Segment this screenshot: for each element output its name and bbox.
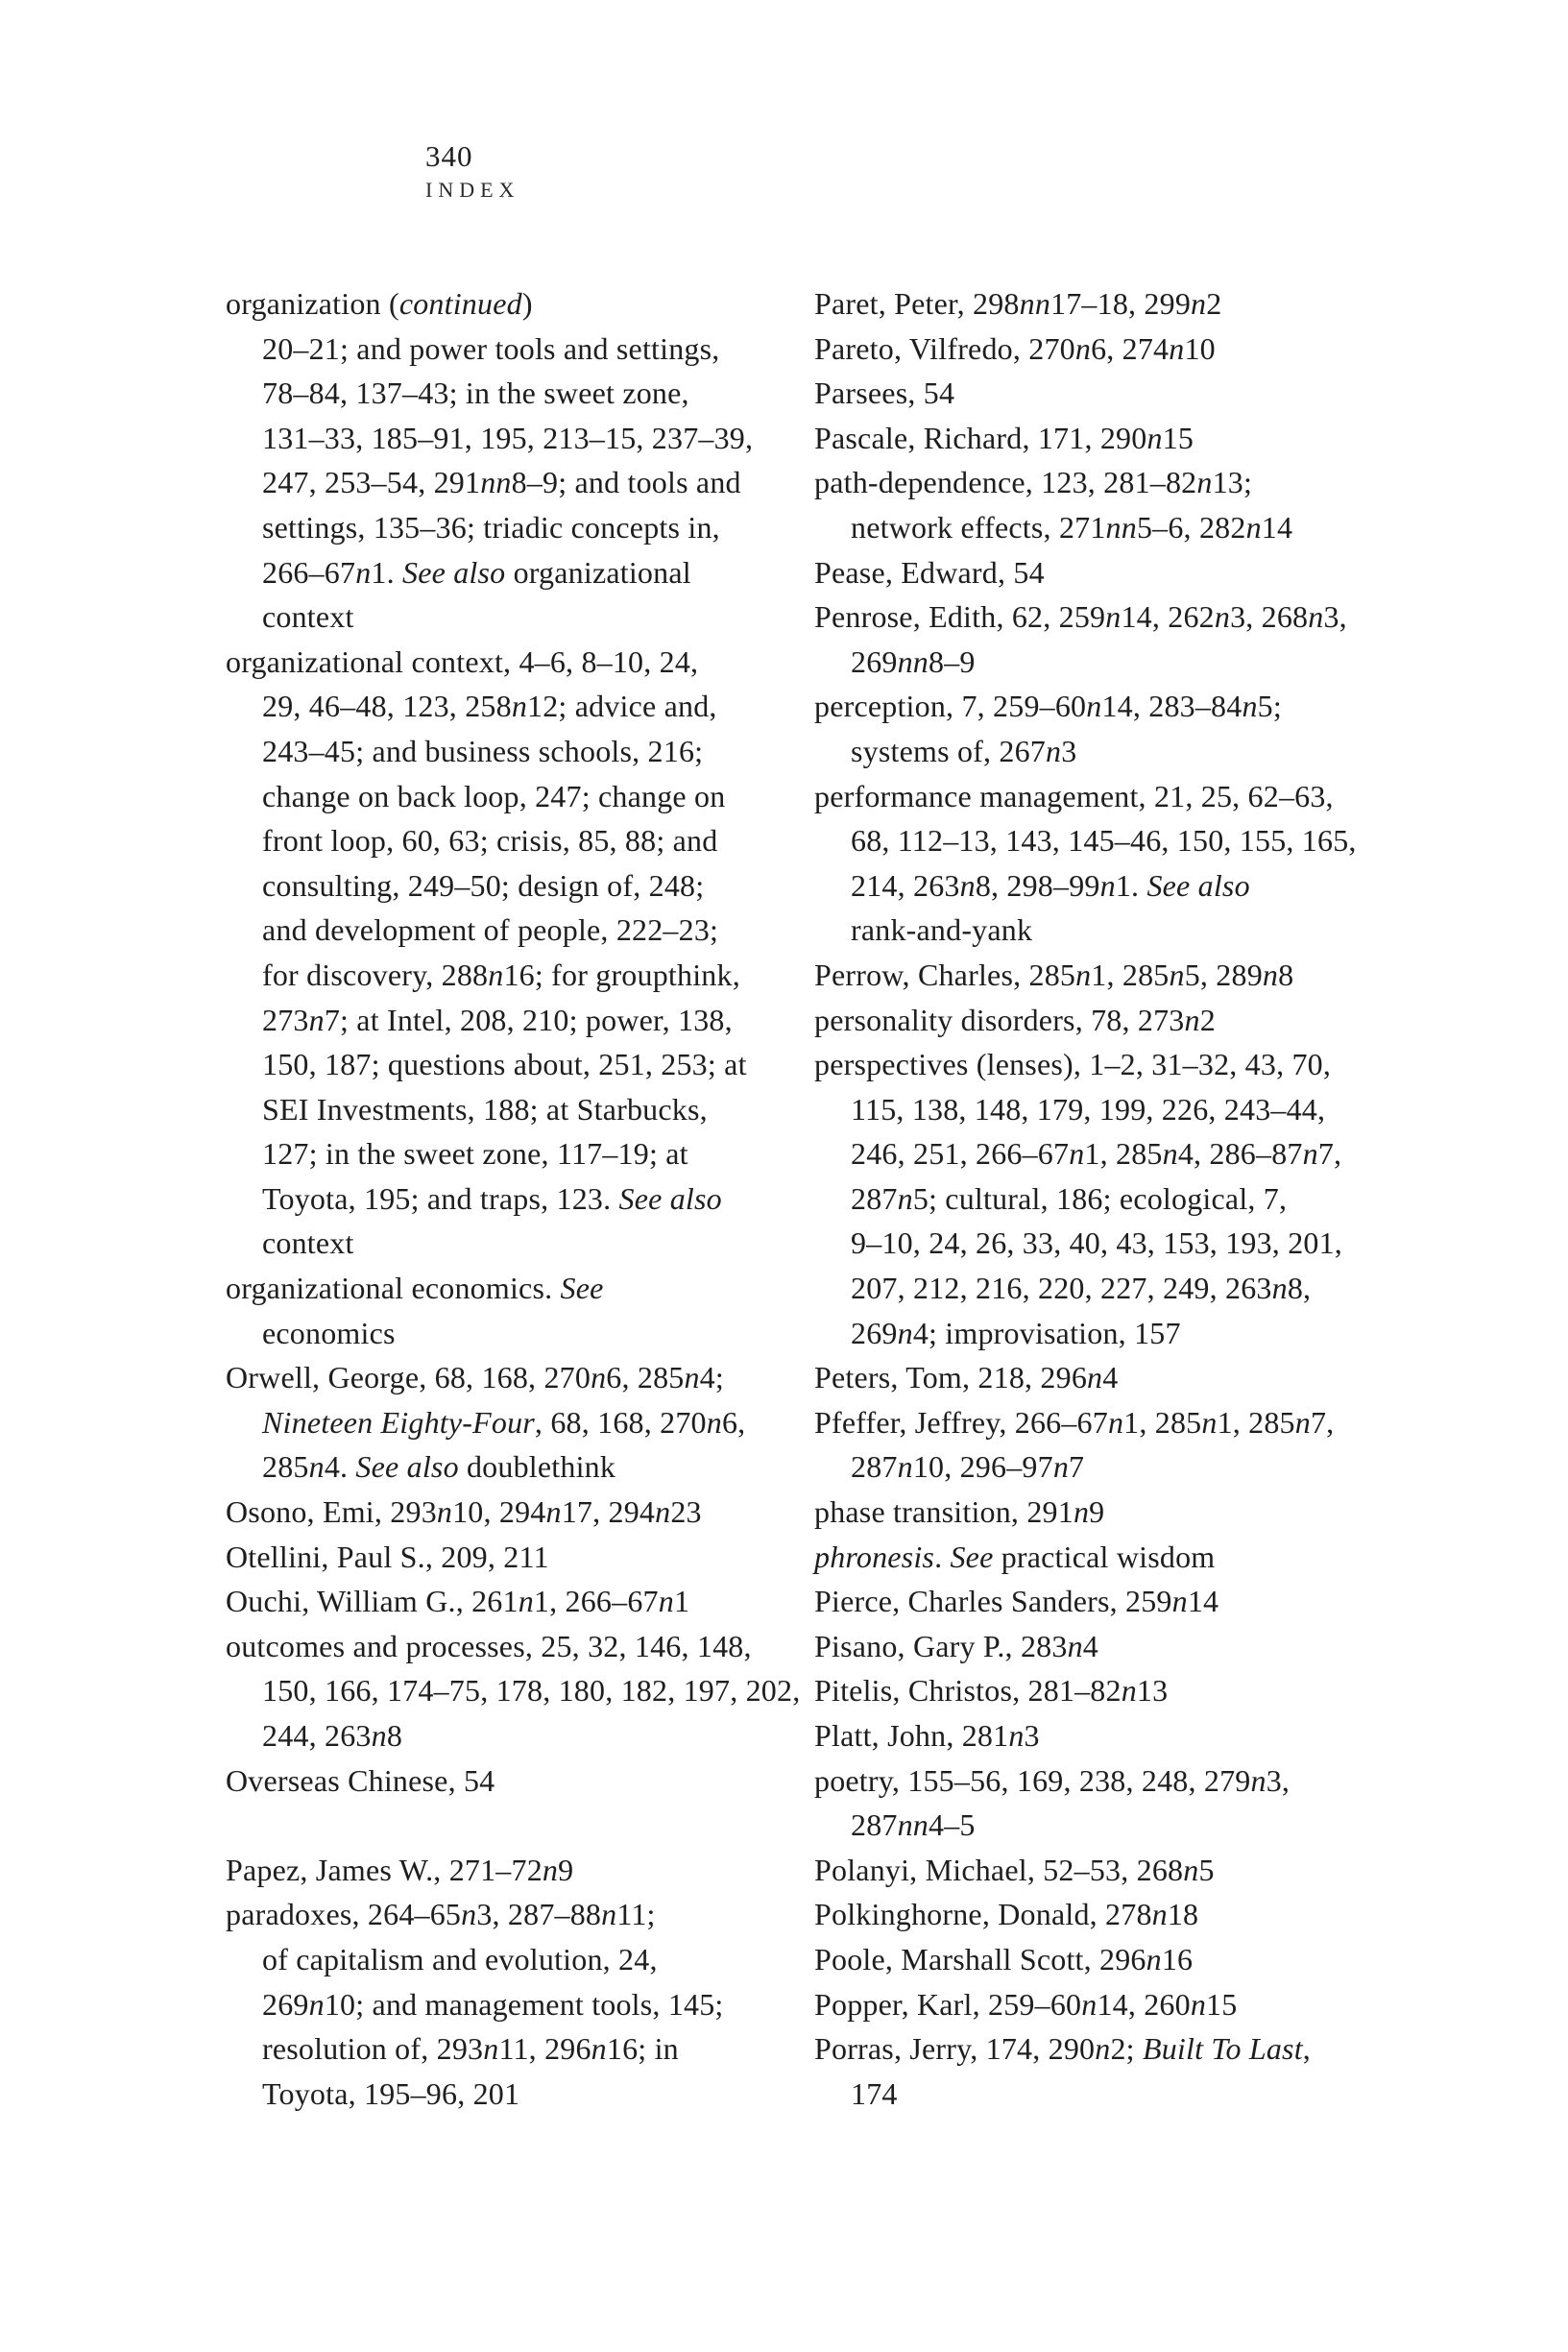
index-entry-line: Platt, John, 281n3 <box>814 1718 1040 1753</box>
index-entry-line: and development of people, 222–23; <box>262 912 719 948</box>
running-head-title: INDEX <box>425 178 520 203</box>
index-entry-line: 115, 138, 148, 179, 199, 226, 243–44, <box>851 1091 1326 1127</box>
index-column-right <box>814 281 1376 2116</box>
index-entry-line: SEI Investments, 188; at Starbucks, <box>262 1091 708 1127</box>
index-entry-line: Popper, Karl, 259–60n14, 260n15 <box>814 1986 1238 2022</box>
index-entry-line: 29, 46–48, 123, 258n12; advice and, <box>262 689 717 724</box>
index-entry-line: 174 <box>851 2075 898 2111</box>
page-number: 340 <box>425 139 473 173</box>
index-entry-line: 244, 263n8 <box>262 1718 403 1753</box>
index-entry-line: 287nn4–5 <box>851 1807 976 1843</box>
index-entry-line: systems of, 267n3 <box>851 733 1077 768</box>
index-entry-line: Pfeffer, Jeffrey, 266–67n1, 285n1, 285n7, <box>814 1404 1335 1440</box>
index-entry-line: path-dependence, 123, 281–82n13; <box>814 465 1253 500</box>
index-entry-line: resolution of, 293n11, 296n16; in <box>262 2031 679 2067</box>
index-entry-line: 269nn8–9 <box>851 643 976 679</box>
index-entry-line: Porras, Jerry, 174, 290n2; Built To Last, <box>814 2031 1311 2067</box>
index-entry-line: consulting, 249–50; design of, 248; <box>262 867 705 903</box>
index-entry-line: performance management, 21, 25, 62–63, <box>814 778 1334 813</box>
index-entry-line: 273n7; at Intel, 208, 210; power, 138, <box>262 1002 733 1037</box>
index-entry-line: context <box>262 1225 354 1261</box>
index-entry-line: paradoxes, 264–65n3, 287–88n11; <box>226 1897 656 1932</box>
index-entry-line: Polanyi, Michael, 52–53, 268n5 <box>814 1852 1215 1887</box>
index-entry-line: poetry, 155–56, 169, 238, 248, 279n3, <box>814 1762 1291 1798</box>
index-entry-line: phronesis. See practical wisdom <box>814 1539 1216 1574</box>
index-entry-line: perspectives (lenses), 1–2, 31–32, 43, 70, <box>814 1047 1332 1082</box>
index-entry-line: economics <box>262 1315 396 1350</box>
index-entry-line: 131–33, 185–91, 195, 213–15, 237–39, <box>262 420 754 455</box>
index-entry-line: network effects, 271nn5–6, 282n14 <box>851 509 1293 545</box>
index-entry-line: Ouchi, William G., 261n1, 266–67n1 <box>226 1584 690 1619</box>
index-entry-line: organization (continued) <box>226 286 533 321</box>
index-entry-line: personality disorders, 78, 273n2 <box>814 1002 1216 1037</box>
index-entry-line: Toyota, 195; and traps, 123. See also <box>262 1180 722 1216</box>
index-entry-line: Pierce, Charles Sanders, 259n14 <box>814 1584 1219 1619</box>
running-head <box>425 140 519 203</box>
index-entry-line: 246, 251, 266–67n1, 285n4, 286–87n7, <box>851 1136 1342 1172</box>
index-entry-line: Nineteen Eighty-Four, 68, 168, 270n6, <box>262 1404 746 1440</box>
index-entry-line: 243–45; and business schools, 216; <box>262 733 704 768</box>
index-entry-line: Papez, James W., 271–72n9 <box>226 1852 574 1887</box>
index-entry-line: 247, 253–54, 291nn8–9; and tools and <box>262 465 741 500</box>
index-entry-line: Pareto, Vilfredo, 270n6, 274n10 <box>814 330 1216 366</box>
index-entry-line: context <box>262 599 354 635</box>
index-entry-line: Penrose, Edith, 62, 259n14, 262n3, 268n3, <box>814 599 1347 635</box>
index-entry-line: 127; in the sweet zone, 117–19; at <box>262 1136 688 1172</box>
index-entry-line: Peters, Tom, 218, 296n4 <box>814 1360 1119 1395</box>
index-entry-line: front loop, 60, 63; crisis, 85, 88; and <box>262 823 718 859</box>
index-entry-line: Parsees, 54 <box>814 376 955 411</box>
index-entry-line: Orwell, George, 68, 168, 270n6, 285n4; <box>226 1360 724 1395</box>
index-entry-line: organizational economics. See <box>226 1271 604 1306</box>
index-entry-line: Pascale, Richard, 171, 290n15 <box>814 420 1194 455</box>
index-entry-line: 207, 212, 216, 220, 227, 249, 263n8, <box>851 1271 1312 1306</box>
index-entry-line: phase transition, 291n9 <box>814 1494 1105 1530</box>
index-entry-line: Pisano, Gary P., 283n4 <box>814 1628 1098 1663</box>
index-entry-line: 150, 166, 174–75, 178, 180, 182, 197, 202, <box>262 1673 801 1709</box>
index-entry-line: Overseas Chinese, 54 <box>226 1762 495 1798</box>
index-entry-line: Pease, Edward, 54 <box>814 554 1045 590</box>
index-entry-line: Poole, Marshall Scott, 296n16 <box>814 1941 1194 1976</box>
index-entry-line: Pitelis, Christos, 281–82n13 <box>814 1673 1169 1709</box>
index-entry-line: Paret, Peter, 298nn17–18, 299n2 <box>814 286 1222 321</box>
index-entry-line: perception, 7, 259–60n14, 283–84n5; <box>814 689 1282 724</box>
index-entry-line: 285n4. See also doublethink <box>262 1449 616 1485</box>
index-entry-line: 266–67n1. See also organizational <box>262 554 691 590</box>
index-entry-line: Otellini, Paul S., 209, 211 <box>226 1539 549 1574</box>
index-entry-line: 287n5; cultural, 186; ecological, 7, <box>851 1180 1288 1216</box>
index-entry-line: 9–10, 24, 26, 33, 40, 43, 153, 193, 201, <box>851 1225 1342 1261</box>
index-entry-line: of capitalism and evolution, 24, <box>262 1941 658 1976</box>
index-entry-line: change on back loop, 247; change on <box>262 778 726 813</box>
index-entry-line: Perrow, Charles, 285n1, 285n5, 289n8 <box>814 957 1294 992</box>
index-entry-line: settings, 135–36; triadic concepts in, <box>262 509 720 545</box>
index-entry-line: 269n4; improvisation, 157 <box>851 1315 1181 1350</box>
index-entry-line: for discovery, 288n16; for groupthink, <box>262 957 740 992</box>
index-entry-line: 78–84, 137–43; in the sweet zone, <box>262 376 689 411</box>
index-entry-line: Toyota, 195–96, 201 <box>262 2075 520 2111</box>
blank-line <box>226 1803 787 1848</box>
index-entry-line: 214, 263n8, 298–99n1. See also <box>851 867 1250 903</box>
index-entry-line: rank-and-yank <box>851 912 1033 948</box>
index-entry-line: 20–21; and power tools and settings, <box>262 330 720 366</box>
index-column-left <box>226 281 801 2116</box>
index-entry-line: organizational context, 4–6, 8–10, 24, <box>226 643 699 679</box>
index-entry-line: 150, 187; questions about, 251, 253; at <box>262 1047 747 1082</box>
index-entry-line: 269n10; and management tools, 145; <box>262 1986 724 2022</box>
index-entry-line: outcomes and processes, 25, 32, 146, 148, <box>226 1628 752 1663</box>
index-entry-line: 287n10, 296–97n7 <box>851 1449 1085 1485</box>
index-entry-line: Polkinghorne, Donald, 278n18 <box>814 1897 1199 1932</box>
index-entry-line: Osono, Emi, 293n10, 294n17, 294n23 <box>226 1494 702 1530</box>
index-entry-line: 68, 112–13, 143, 145–46, 150, 155, 165, <box>851 823 1357 859</box>
